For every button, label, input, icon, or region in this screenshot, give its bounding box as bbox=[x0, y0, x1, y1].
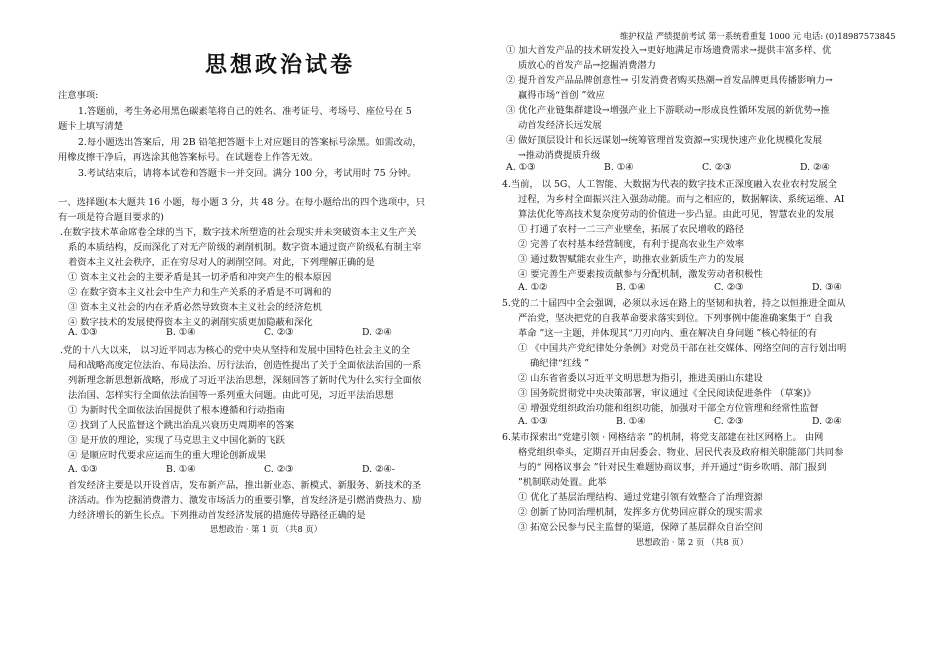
question-4-item: ④ 要完善生产要素按贡献参与分配机制，激发劳动者积极性 bbox=[518, 269, 763, 280]
question-1-stem: .在数字技术革命席卷全球的当下，数字技术所塑造的社会现实并未突破资本主义生产关 bbox=[60, 227, 417, 238]
question-5-stem: 5.党的二十届四中全会强调，必须以永远在路上的坚韧和执着，持之以恒推进全面从 bbox=[502, 298, 846, 309]
question-2-item: ③ 是开放的理论，实现了马克思主义中国化新的飞跃 bbox=[68, 435, 285, 446]
question-6-item: ① 优化了基层治理结构、通过党建引领有效整合了治理资源 bbox=[518, 492, 763, 503]
question-5-options bbox=[518, 414, 910, 429]
option-d: D. ③④ bbox=[812, 282, 842, 293]
option-a: A. ①③ bbox=[506, 162, 536, 173]
question-2-stem: 局和战略高度定位法治、布局法治、厉行法治，创造性提出了关于全面依法治国的一系 bbox=[68, 360, 422, 371]
question-3-item: 赢得市场“首创 ”效应 bbox=[518, 90, 605, 101]
option-d: D. ②④ bbox=[800, 162, 830, 173]
question-1-item: ④ 数字技术的发展使得资本主义的剥削实质更加隐蔽和深化 bbox=[68, 317, 313, 328]
question-1-item: ② 在数字资本主义社会中生产力和生产关系的矛盾是不可调和的 bbox=[68, 287, 332, 298]
option-d: D. ②④- bbox=[362, 464, 395, 475]
question-6-stem: ”机制联动处置。此举 bbox=[518, 477, 607, 488]
question-1-item: ③ 资本主义社会的内在矛盾必然导致资本主义社会的经济危机 bbox=[68, 302, 322, 313]
option-a: A. ①③ bbox=[518, 416, 548, 427]
question-2-stem: .党的十八大以来， 以习近平同志为核心的党中央从坚持和发展中国特色社会主义的全 bbox=[60, 345, 410, 356]
option-c: C. ②③ bbox=[702, 162, 732, 173]
note-line: 题卡上填写清楚 bbox=[58, 121, 124, 132]
option-c: C. ②③ bbox=[714, 416, 744, 427]
question-1-options bbox=[68, 325, 460, 340]
option-c: C. ②③ bbox=[264, 327, 294, 338]
header-contact-line: 维护权益 严绩提前考试 第一系统看重复 1000 元 电话: (0)18987573845 bbox=[620, 31, 896, 41]
question-2-item: ④ 是顺应时代要求应运而生的重大理论创新成果 bbox=[68, 450, 267, 461]
question-6-item: ③ 拓宽公民参与民主监督的渠道，保障了基层群众自治空间 bbox=[518, 522, 763, 533]
option-c: C. ②③ bbox=[264, 464, 294, 475]
option-b: B. ①④ bbox=[616, 416, 646, 427]
question-5-stem: 革命 ”这一主题，并体现其“刀刃向内、重在解决自身问题 ”核心特征的有 bbox=[518, 328, 818, 339]
question-5-stem: 严治党，坚决把党的自我革命要求落实到位。下列事例中能准确案集于“ 自我 bbox=[518, 313, 833, 324]
option-a: A. ①③ bbox=[68, 327, 98, 338]
question-3-item: 动首发经济长远发展 bbox=[518, 120, 602, 131]
option-a: A. ①③ bbox=[68, 464, 98, 475]
question-6-stem: 6.某市探索出“党建引领 · 网格结亲 ”的机制，将党支部建在社区网格上。 由网 bbox=[502, 432, 824, 443]
question-4-stem: 4.当前， 以 5G、人工智能、大数据为代表的数字技术正深度融入农业农村发展全 bbox=[502, 179, 837, 190]
question-4-item: ③ 通过数智赋能农业生产，助推农业新质生产力的发展 bbox=[518, 254, 745, 265]
note-line: 2.每小题选出答案后，用 2B 铅笔把答题卡上对应题目的答案标号涂黑。如需改动， bbox=[78, 137, 422, 148]
question-6-stem: 格党组织牵头，定期召开由居委会、物业、居民代表及政府相关职能部门共同参 bbox=[518, 447, 844, 458]
page-footer: 思想政治 · 第 2 页 （共8 页） bbox=[636, 537, 748, 547]
question-3-item: ② 提升首发产品品牌创意性→ 引发消费者购买热潮→首发品牌更具传播影响力→ bbox=[506, 75, 833, 86]
question-1-stem: 系的本质结构，反而深化了对无产阶级的剥削机制。数字资本通过资产阶级私有制主宰 bbox=[68, 242, 422, 253]
question-5-item: ③ 国务院贯彻党中央决策部署，审议通过《全民阅读促进条件 （草案)》 bbox=[518, 388, 816, 399]
question-3-stem: 力经济增长的新生长点。下列推动首发经济发展的措施传导路径正确的是 bbox=[68, 510, 366, 521]
question-3-stem: 济活动。作为挖掘消费潜力、激发市场活力的重要引擎，首发经济是引燃消费热力、励 bbox=[68, 495, 422, 506]
question-4-item: ① 打通了农村一二三产业壁垒，拓展了农民增收的路径 bbox=[518, 224, 745, 235]
option-a: A. ①② bbox=[518, 282, 548, 293]
option-b: B. ①④ bbox=[604, 162, 634, 173]
question-3-stem: 首发经济主要是以开设首店，发布新产品，推出新业态、新模式、新服务、新技术的圣 bbox=[68, 480, 422, 491]
question-2-item: ① 为新时代全面依法治国提供了根本遵循和行动指南 bbox=[68, 405, 285, 416]
question-4-stem: 过程，为乡村全面振兴注入强劲动能。而与之相应的，数据解读、系统运维、AI bbox=[518, 194, 845, 205]
option-b: B. ①④ bbox=[166, 327, 196, 338]
question-2-item: ② 找到了人民监督这个跳出治乱兴衰历史周期率的答案 bbox=[68, 420, 295, 431]
question-6-stem: 与的“ 网格议事会 ”针对民生难题协商议事，并开通过“街乡吹哨、部门报到 bbox=[518, 462, 827, 473]
question-3-item: ③ 优化产业链集群建设→增强产业上下游联动→形成良性循环发展的新优势→推 bbox=[506, 105, 830, 116]
option-b: B. ①④ bbox=[616, 282, 646, 293]
note-line: 用橡皮擦干净后，再选涂其他答案标号。在试题卷上作答无效。 bbox=[58, 152, 319, 163]
exam-title: 思想政治试卷 bbox=[205, 52, 356, 78]
question-4-options bbox=[518, 280, 910, 295]
section-heading: 一、选择题(本大题共 16 小题，每小题 3 分，共 48 分。在每小题给出的四个选项中，只 bbox=[58, 197, 426, 208]
question-3-item: ④ 做好顶层设计和长远谋划→统筹管理首发资源→实现快速产业化规模化发展 bbox=[506, 135, 823, 146]
question-2-options bbox=[68, 462, 460, 477]
question-4-item: ② 完善了农村基本经营制度，有利于提高农业生产效率 bbox=[518, 239, 745, 250]
question-5-item: ② 山东省省委以习近平文明思想为指引，推进美丽山东建设 bbox=[518, 373, 763, 384]
question-3-options bbox=[506, 160, 898, 175]
question-6-item: ② 创新了协同治理机制，发挥多方优势回应群众的现实需求 bbox=[518, 507, 763, 518]
question-5-item: ④ 增强党组织政治功能和组织功能，加强对干部全方位管理和经常性监督 bbox=[518, 403, 819, 414]
notes-heading: 注意事项: bbox=[58, 90, 99, 101]
note-line: 3.考试结束后，请将本试卷和答题卡一并交回。满分 100 分，考试用时 75 分钟。 bbox=[78, 168, 417, 179]
option-d: D. ②④ bbox=[362, 327, 392, 338]
note-line: 1.答题前，考生务必用黑色碳素笔将自己的姓名、准考证号、考场号、座位号在 5 bbox=[78, 106, 412, 117]
option-c: C. ②③ bbox=[714, 282, 744, 293]
question-1-stem: 着资本主义社会秩序，正在穷尽对人的剥削空间。对此，下列理解正确的是 bbox=[68, 257, 375, 268]
option-d: D. ②④ bbox=[812, 416, 842, 427]
question-3-item: 质放心的首发产品→挖掘消费潜力 bbox=[518, 60, 656, 71]
question-2-stem: 法治国、怎样实行全面依法治国等一系列重大问题。由此可见，习近平法治思想 bbox=[68, 390, 394, 401]
section-heading: 有一项是符合题目要求的) bbox=[58, 212, 164, 223]
option-b: B. ①④ bbox=[166, 464, 196, 475]
question-5-item: ① 《中国共产党纪律处分条例》对党员干部在社交媒体、网络空间的言行划出明 bbox=[518, 343, 847, 354]
page-footer: 思想政治 · 第 1 页 （共8 页） bbox=[210, 524, 322, 534]
question-3-item: ① 加大首发产品的技术研发投入→更好地满足市场遗费需求→提供丰富多样、优 bbox=[506, 45, 832, 56]
question-2-stem: 列新理念新思想新战略，形成了习近平法治思想，深刻回答了新时代为什么实行全面依 bbox=[68, 375, 422, 386]
question-5-item: 确纪律“红线 ” bbox=[530, 358, 589, 369]
question-3-item: →推动消费提质升级 bbox=[518, 150, 601, 161]
question-1-item: ① 资本主义社会的主要矛盾是其一切矛盾和冲突产生的根本原因 bbox=[68, 272, 332, 283]
question-4-stem: 算法优化等高技术复杂度劳动的价值进一步凸显。由此可见，智慧农业的发展 bbox=[518, 209, 835, 220]
